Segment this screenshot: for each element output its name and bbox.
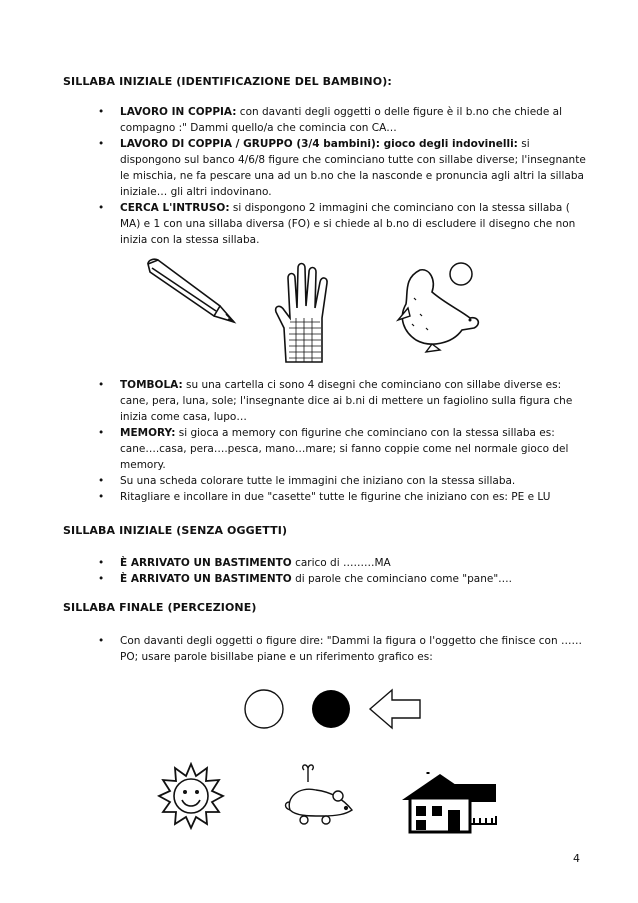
item-lead: CERCA L'INTRUSO: <box>120 202 230 214</box>
list-item: • Su una scheda colorare tutte le immagini che iniziano con la stessa sillaba. <box>98 475 516 487</box>
item-text: su una cartella ci sono 4 disegni che cominciano con sillabe diverse es: cane, pera, luna, sole; l'insegnante dice ai b.ni di mettere un fagiolino sulla figura che inizia come casa, lupo… <box>120 379 573 423</box>
item-text: di parole che cominciano come "pane"…. <box>291 573 513 585</box>
pencil-icon <box>140 258 240 326</box>
house-icon <box>400 772 498 834</box>
wind-up-mouse-icon <box>282 762 362 828</box>
item-lead: TOMBOLA: <box>120 379 183 391</box>
left-arrow-icon <box>370 690 420 728</box>
graphic-reference-row <box>242 686 422 732</box>
bullet-list-activities-2 <box>98 377 588 505</box>
item-text: Ritagliare e incollare in due "casette" tutte le figurine che iniziano con es: PE e LU <box>120 491 551 503</box>
item-text: si dispongono sul banco 4/6/8 figure che cominciano tutte con sillabe diverse; l'insegnante le mischia, ne fa pescare una ad un b.no che la nasconde e pronuncia agli altri la sillaba iniziale… gli altri indovinano. <box>120 138 586 198</box>
section-title-initial-identification: SILLABA INIZIALE (IDENTIFICAZIONE DEL BAMBINO): <box>63 75 392 88</box>
filled-circle-icon <box>312 690 350 728</box>
page-number: 4 <box>573 852 580 865</box>
list-item: • È ARRIVATO UN BASTIMENTO carico di ………MA <box>98 557 391 569</box>
section-title-final-perception: SILLABA FINALE (PERCEZIONE) <box>63 601 257 614</box>
list-item: • MEMORY: si gioca a memory con figurine che cominciano con la stessa sillaba es: cane….casa, pera….pesca, mano…mare; si fanno coppie come nel normale gioco del memory. <box>98 427 569 471</box>
item-text: Con davanti degli oggetti o figure dire: "Dammi la figura o l'oggetto che finisce con ……PO; usare parole bisillabe piane e un riferimento grafico es: <box>120 635 582 663</box>
seal-with-ball-icon <box>390 258 500 353</box>
hand-icon <box>272 258 340 368</box>
list-item: • TOMBOLA: su una cartella ci sono 4 disegni che cominciano con sillabe diverse es: cane, pera, luna, sole; l'insegnante dice ai b.ni di mettere un fagiolino sulla figura che inizia come casa, lupo… <box>98 379 573 423</box>
item-lead: MEMORY: <box>120 427 176 439</box>
item-lead: LAVORO IN COPPIA: <box>120 106 237 118</box>
item-lead: È ARRIVATO UN BASTIMENTO <box>120 573 292 585</box>
list-item: • CERCA L'INTRUSO: si dispongono 2 immagini che cominciano con la stessa sillaba ( MA) e 1 con una sillaba diversa (FO) e si chiede al b.no di escludere il disegno che non inizia con la stessa sillaba. <box>98 202 576 246</box>
item-text: carico di ………MA <box>291 557 391 569</box>
item-lead: È ARRIVATO UN BASTIMENTO <box>120 557 292 569</box>
item-text: si dispongono 2 immagini che cominciano con la stessa sillaba ( MA) e 1 con una sillaba diversa (FO) e si chiede al b.no di escludere il disegno che non inizia con la stessa sillaba. <box>120 202 576 246</box>
bullet-list-activities-1 <box>98 104 588 248</box>
item-text: Su una scheda colorare tutte le immagini che iniziano con la stessa sillaba. <box>120 475 516 487</box>
bullet-list-bastimento <box>98 555 588 587</box>
item-lead: LAVORO DI COPPIA / GRUPPO (3/4 bambini): gioco degli indovinelli: <box>120 138 518 150</box>
list-item: • Con davanti degli oggetti o figure dire: "Dammi la figura o l'oggetto che finisce con ……PO; usare parole bisillabe piane e un riferimento grafico es: <box>98 635 582 663</box>
list-item: • Ritagliare e incollare in due "casette" tutte le figurine che iniziano con es: PE e LU <box>98 491 551 503</box>
list-item: • LAVORO DI COPPIA / GRUPPO (3/4 bambini): gioco degli indovinelli: si dispongono sul banco 4/6/8 figure che cominciano tutte con sillabe diverse; l'insegnante le mischia, ne fa pescare una ad un b.no che la nasconde e pronuncia agli altri la sillaba iniziale… gli altri indovinano. <box>98 138 586 198</box>
empty-circle-icon <box>245 690 283 728</box>
item-text: si gioca a memory con figurine che cominciano con la stessa sillaba es: cane….casa, pera….pesca, mano…mare; si fanno coppie come nel normale gioco del memory. <box>120 427 569 471</box>
list-item: • LAVORO IN COPPIA: con davanti degli oggetti o delle figure è il b.no che chiede al compagno :" Dammi quello/a che comincia con CA… <box>98 106 562 134</box>
section-title-initial-no-objects: SILLABA INIZIALE (SENZA OGGETTI) <box>63 524 288 537</box>
bullet-list-final <box>98 633 588 665</box>
list-item: • È ARRIVATO UN BASTIMENTO di parole che cominciano come "pane"…. <box>98 573 513 585</box>
item-text: con davanti degli oggetti o delle figure è il b.no che chiede al compagno :" Dammi quello/a che comincia con CA… <box>120 106 562 134</box>
sun-icon <box>157 762 225 830</box>
